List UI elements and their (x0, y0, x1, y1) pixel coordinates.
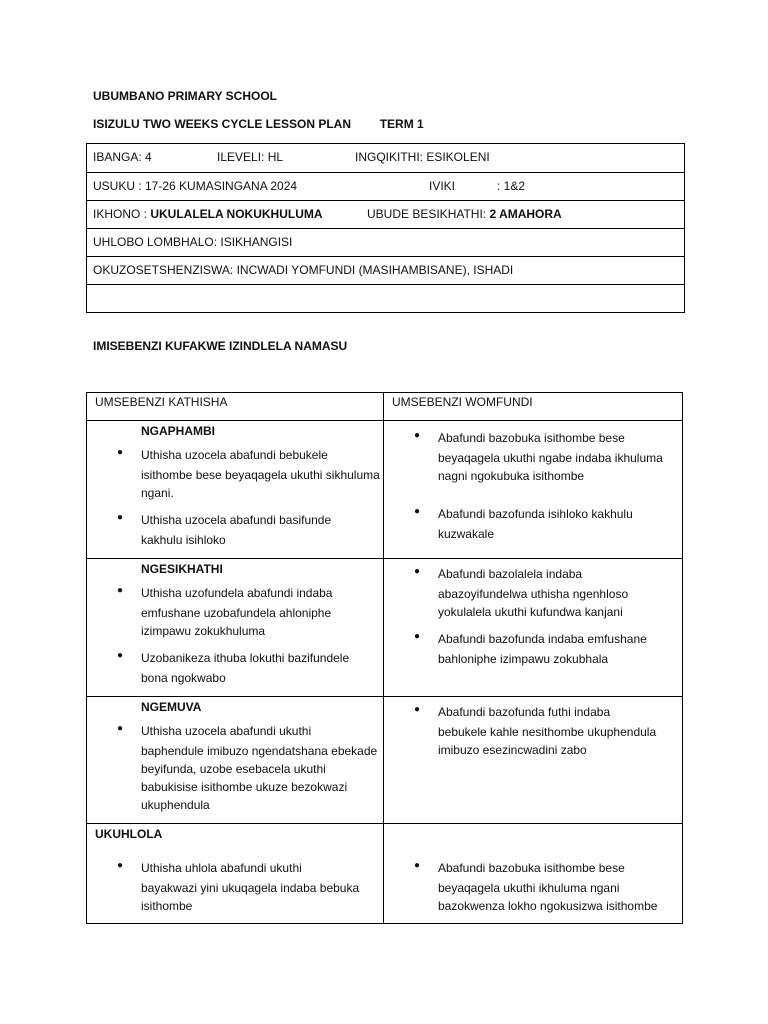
activities-table (86, 392, 683, 924)
phase-label: UKUHLOLA (95, 827, 163, 841)
phase-label: NGEMUVA (141, 700, 202, 714)
info-row-resources (87, 256, 684, 284)
lesson-info-table (86, 143, 685, 313)
list-item: ● Abafundi bazolalela indaba abazoyifundelwa uthisha ngenhloso yokulalela ukuthi kufundwa kanjani (384, 563, 682, 621)
term-label: TERM 1 (379, 117, 424, 131)
teacher-cell (87, 697, 384, 824)
skill-label: IKHONO : (93, 207, 151, 221)
activities-heading: IMISEBENZI KUFAKWE IZINDLELA NAMASU (93, 339, 348, 353)
list-item: ● Uthisha uzofundela abafundi indaba emfushane uzobafundela ahloniphe izimpawu zokukhuluma (87, 582, 383, 640)
teacher-cell (87, 559, 384, 697)
list-item: ● Uthisha uzocela abafundi bebukele isithombe bese beyaqagela ukuthi sikhuluma ngani. (87, 444, 383, 502)
level-field: ILEVELI: HL (217, 150, 284, 164)
teacher-cell (87, 421, 384, 559)
phase-row-ngemuva (87, 697, 683, 824)
topic-field: INGQIKITHI: ESIKOLENI (355, 150, 490, 164)
plan-title (93, 117, 424, 131)
phase-label: NGAPHAMBI (141, 424, 215, 438)
learner-cell (383, 559, 682, 697)
info-row-text-type (87, 228, 684, 256)
skill-value: UKULALELA NOKUKHULUMA (150, 207, 323, 221)
phase-row-ngesikhathi (87, 559, 683, 697)
duration-label: UBUDE BESIKHATHI: (367, 207, 490, 221)
list-item: ● Abafundi bazofunda futhi indaba bebukele kahle nesithombe ukuphendula imibuzo esezincwadini zabo (384, 701, 682, 759)
text-type-field: UHLOBO LOMBHALO: ISIKHANGISI (93, 235, 293, 249)
list-item: ● Uthisha uhlola abafundi ukuthi bayakwazi yini ukuqagela indaba bebuka isithombe (87, 857, 383, 915)
school-name: UBUMBANO PRIMARY SCHOOL (93, 89, 278, 103)
learner-cell (383, 824, 682, 924)
teacher-column-header: UMSEBENZI KATHISHA (87, 393, 384, 421)
date-field: USUKU : 17-26 KUMASINGANA 2024 (93, 179, 298, 193)
learner-cell (383, 421, 682, 559)
list-item: ● Uthisha uzocela abafundi basifunde kakhulu isihloko (87, 509, 383, 549)
list-item: ● Abafundi bazobuka isithombe bese beyaqagela ukuthi ikhuluma ngani bazokwenza lokho ngokusizwa isithombe (384, 857, 682, 915)
phase-row-ukuhlola (87, 824, 683, 924)
week-value: : 1&2 (497, 179, 526, 193)
phase-row-ngaphambi (87, 421, 683, 559)
info-row-grade (87, 144, 684, 172)
learner-column-header: UMSEBENZI WOMFUNDI (383, 393, 682, 421)
grade-field: IBANGA: 4 (93, 150, 152, 164)
info-row-date (87, 172, 684, 200)
phase-label: NGESIKHATHI (141, 562, 223, 576)
info-row-skill (87, 200, 684, 228)
list-item: ● Abafundi bazobuka isithombe bese beyaqagela ukuthi ngabe indaba ikhuluma nagni ngokubuka isithombe (384, 427, 682, 485)
plan-title-text: ISIZULU TWO WEEKS CYCLE LESSON PLAN (93, 117, 352, 131)
list-item: ● Uzobanikeza ithuba lokuthi bazifundele bona ngokwabo (87, 647, 383, 687)
list-item: ● Abafundi bazofunda indaba emfushane bahloniphe izimpawu zokubhala (384, 628, 682, 668)
table-header-row (87, 393, 683, 421)
resources-field: OKUZOSETSHENZISWA: INCWADI YOMFUNDI (MASIHAMBISANE), ISHADI (93, 263, 514, 277)
learner-cell (383, 697, 682, 824)
list-item: ● Uthisha uzocela abafundi ukuthi baphendule imibuzo ngendatshana ebekade beyifunda, uzobe esebacela ukuthi babukisise isithombe ukuze bezokwazi ukuphendula (87, 720, 383, 814)
duration-value: 2 AMAHORA (489, 207, 562, 221)
list-item: ● Abafundi bazofunda isihloko kakhulu kuzwakale (384, 503, 682, 543)
info-row-empty (87, 284, 684, 312)
teacher-cell (87, 824, 384, 924)
duration-field (367, 207, 562, 221)
skill-field (93, 207, 323, 221)
week-label: IVIKI (429, 179, 456, 193)
